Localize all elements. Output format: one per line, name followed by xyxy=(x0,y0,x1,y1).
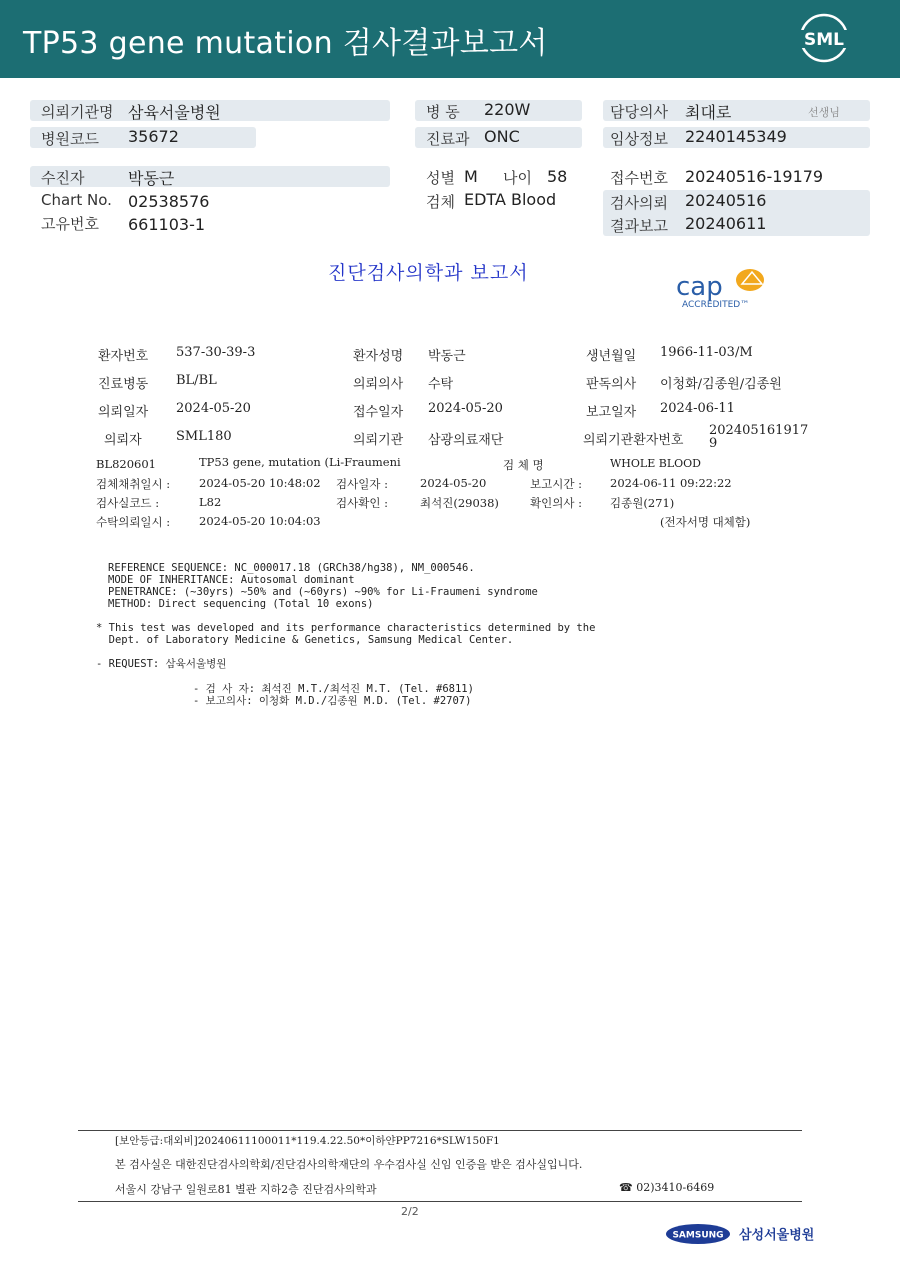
req-doctor: 수탁 xyxy=(428,377,454,392)
report-title: TP53 gene mutation 검사결과보고서 xyxy=(23,26,548,61)
reporter-line: - 보고의사: 이청화 M.D./김종원 M.D. (Tel. #2707) xyxy=(193,695,472,707)
result-date-label: 결과보고 xyxy=(610,217,668,235)
receipt-label: 접수번호 xyxy=(610,169,668,187)
tester-line: - 검 사 자: 최석진 M.T./최석진 M.T. (Tel. #6811) xyxy=(193,683,474,695)
receipt-date-label: 접수일자 xyxy=(353,405,404,420)
test-code: BL820601 xyxy=(96,457,156,471)
pt-name-label: 환자성명 xyxy=(353,349,404,364)
collect-time-label: 검체채취일시 : xyxy=(96,477,171,491)
req-date2: 2024-05-20 xyxy=(176,401,251,416)
report-time-label: 보고시간 : xyxy=(530,477,582,491)
lab-address: 서울시 강남구 일원로81 별관 지하2층 진단검사의학과 xyxy=(115,1183,377,1196)
clinical-label: 임상정보 xyxy=(610,130,668,148)
footer-divider-bottom xyxy=(78,1201,802,1202)
req-date-label: 검사의뢰 xyxy=(610,194,668,212)
pt-no-label: 환자번호 xyxy=(98,349,149,364)
samsung-hospital-logo xyxy=(666,1222,815,1246)
reading-doctor: 이청화/김종원/김종원 xyxy=(660,377,782,392)
req-date2-label: 의뢰일자 xyxy=(98,405,149,420)
svg-text:SML: SML xyxy=(804,30,844,50)
lab-code: L82 xyxy=(199,495,222,509)
ward2-label: 진료병동 xyxy=(98,377,149,392)
lab-phone: ☎ 02)3410-6469 xyxy=(619,1181,715,1194)
doctor-suffix: 선생님 xyxy=(808,106,840,119)
dept-label: 진료과 xyxy=(426,130,470,148)
ward-label: 병 동 xyxy=(426,103,460,121)
dev-note-2: Dept. of Laboratory Medicine & Genetics, Samsung Medical Center. xyxy=(96,634,514,646)
patient-label: 수진자 xyxy=(41,169,85,187)
doctor-label: 담당의사 xyxy=(610,103,668,121)
sml-logo xyxy=(796,12,852,64)
org-patient-no: 202405161917 xyxy=(709,423,809,438)
ref-hospital-label: 의뢰기관명 xyxy=(41,103,114,121)
specimen-name: WHOLE BLOOD xyxy=(610,457,701,470)
hospital-code: 35672 xyxy=(128,127,179,146)
patient-name: 박동근 xyxy=(128,169,175,188)
req-doctor-label: 의뢰의사 xyxy=(353,377,404,392)
consign-time-label: 수탁의뢰일시 : xyxy=(96,515,171,529)
ward: 220W xyxy=(484,100,531,119)
lab-code-label: 검사실코드 : xyxy=(96,496,160,510)
footer-divider-top xyxy=(78,1130,802,1131)
hospital-code-label: 병원코드 xyxy=(41,130,99,148)
test-name: TP53 gene, mutation (Li-Fraumeni xyxy=(199,455,401,469)
test-date-label: 검사일자 : xyxy=(336,477,388,491)
specimen-name-label: 검 체 명 xyxy=(503,458,544,472)
test-confirm-label: 검사확인 : xyxy=(336,496,388,510)
page-number: 2/2 xyxy=(401,1205,419,1218)
report-date-label: 보고일자 xyxy=(586,405,637,420)
requester: SML180 xyxy=(176,429,232,444)
svg-text:SAMSUNG: SAMSUNG xyxy=(672,1230,724,1241)
report-time: 2024-06-11 09:22:22 xyxy=(610,476,732,490)
confirm-doctor: 김종원(271) xyxy=(610,496,675,510)
consign-time: 2024-05-20 10:04:03 xyxy=(199,514,321,528)
reading-doctor-label: 판독의사 xyxy=(586,377,637,392)
dept: ONC xyxy=(484,127,520,146)
sex-label: 성별 xyxy=(426,169,455,187)
receipt-date: 2024-05-20 xyxy=(428,401,503,416)
inheritance-mode: MODE OF INHERITANCE: Autosomal dominant xyxy=(108,574,355,586)
ref-hospital: 삼육서울병원 xyxy=(128,103,221,122)
confirm-doctor-label: 확인의사 : xyxy=(530,496,582,510)
chart-label: Chart No. xyxy=(41,191,112,209)
ref-sequence: REFERENCE SEQUENCE: NC_000017.18 (GRCh38/hg38), NM_000546. xyxy=(108,562,475,574)
report-date: 2024-06-11 xyxy=(660,401,735,416)
svg-text:삼성서울병원: 삼성서울병원 xyxy=(739,1228,815,1243)
req-org: 삼광의료재단 xyxy=(428,433,504,448)
birth: 1966-11-03/M xyxy=(660,345,753,360)
dev-note-1: * This test was developed and its performance characteristics determined by the xyxy=(96,622,596,634)
report-header xyxy=(0,0,900,78)
certification: 본 검사실은 대한진단검사의학회/진단검사의학재단의 우수검사실 신임 인증을 받은 검사실입니다. xyxy=(115,1158,583,1171)
svg-text:ACCREDITED™: ACCREDITED™ xyxy=(682,300,750,310)
org-patient-no-cont: 9 xyxy=(709,436,718,451)
test-date: 2024-05-20 xyxy=(420,476,487,490)
doctor: 최대로 xyxy=(685,103,732,122)
pt-name: 박동근 xyxy=(428,349,466,364)
sex: M xyxy=(464,167,478,186)
security-line: [보안등급:대외비]20240611100011*119.4.22.50*이하얀PP7216*SLW150F1 xyxy=(115,1135,500,1147)
birth-label: 생년월일 xyxy=(586,349,637,364)
method: METHOD: Direct sequencing (Total 10 exons) xyxy=(108,598,374,610)
requester-label: 의뢰자 xyxy=(104,433,142,448)
result-date: 20240611 xyxy=(685,214,767,233)
collect-time: 2024-05-20 10:48:02 xyxy=(199,476,321,490)
specimen: EDTA Blood xyxy=(464,190,557,209)
req-org-label: 의뢰기관 xyxy=(353,433,404,448)
svg-text:cap: cap xyxy=(676,272,723,302)
specimen-label: 검체 xyxy=(426,193,455,211)
ward2: BL/BL xyxy=(176,373,217,388)
test-confirm: 최석진(29038) xyxy=(420,496,499,510)
chart-no: 02538576 xyxy=(128,192,210,211)
org-patient-no-label: 의뢰기관환자번호 xyxy=(583,433,684,448)
uid-label: 고유번호 xyxy=(41,215,99,233)
request-line: - REQUEST: 삼육서울병원 xyxy=(96,658,227,670)
cap-accredited-logo xyxy=(672,262,782,312)
esign-note: (전자서명 대체함) xyxy=(660,515,751,529)
penetrance: PENETRANCE: (~30yrs) ~50% and (~60yrs) ~90% for Li-Fraumeni syndrome xyxy=(108,586,538,598)
lab-report-title: 진단검사의학과 보고서 xyxy=(328,262,529,284)
receipt-no: 20240516-19179 xyxy=(685,167,824,186)
uid: 661103-1 xyxy=(128,215,206,234)
pt-no: 537-30-39-3 xyxy=(176,345,256,360)
req-date: 20240516 xyxy=(685,191,767,210)
age-label: 나이 xyxy=(503,169,532,187)
clinical-info: 2240145349 xyxy=(685,127,787,146)
age: 58 xyxy=(547,167,568,186)
